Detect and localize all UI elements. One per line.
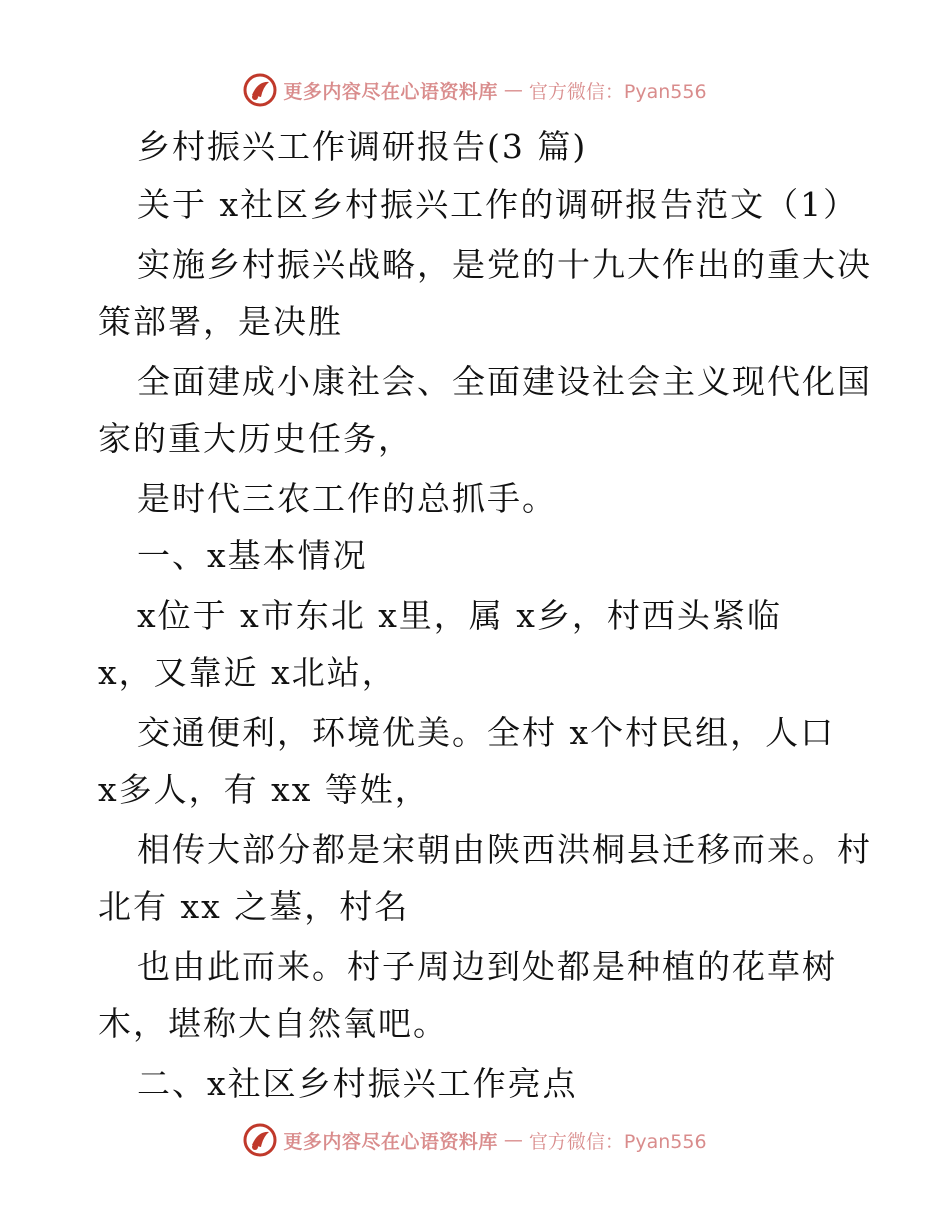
document-title: 乡村振兴工作调研报告(3 篇) <box>137 127 588 166</box>
paragraph-line: 交通便利，环境优美。全村 x个村民组，人口 <box>137 713 836 752</box>
watermark-dash: — <box>503 79 523 101</box>
paragraph-line: x，又靠近 x北站， <box>98 653 397 692</box>
brand-logo-icon <box>243 73 277 107</box>
paragraph-line: 家的重大历史任务， <box>98 419 413 458</box>
footer-watermark <box>0 1120 950 1160</box>
watermark-dash: — <box>503 1129 523 1151</box>
section-heading-report: 关于 x社区乡村振兴工作的调研报告范文（1） <box>137 185 859 224</box>
paragraph-line: 相传大部分都是宋朝由陕西洪桐县迁移而来。村 <box>137 830 872 869</box>
paragraph-line: x位于 x市东北 x里，属 x乡，村西头紧临 <box>137 596 782 635</box>
paragraph-line: 全面建成小康社会、全面建设社会主义现代化国 <box>137 362 872 401</box>
paragraph-line: 是时代三农工作的总抓手。 <box>137 479 557 518</box>
section-heading-highlights: 二、x社区乡村振兴工作亮点 <box>137 1064 578 1103</box>
paragraph-line: x多人，有 xx 等姓， <box>98 770 430 809</box>
header-watermark <box>0 70 950 110</box>
paragraph-line: 也由此而来。村子周边到处都是种植的花草树 <box>137 947 837 986</box>
section-heading-basic-info: 一、x基本情况 <box>137 536 368 575</box>
watermark-brand-text: 更多内容尽在心语资料库 <box>283 80 498 103</box>
watermark-brand-text: 更多内容尽在心语资料库 <box>283 1130 498 1153</box>
paragraph-line: 北有 xx 之墓，村名 <box>98 887 410 926</box>
paragraph-line: 策部署，是决胜 <box>98 302 343 341</box>
watermark-wechat-text: 官方微信：Pyan556 <box>528 1130 707 1153</box>
watermark-wechat-text: 官方微信：Pyan556 <box>528 80 707 103</box>
brand-logo-icon <box>243 1123 277 1157</box>
paragraph-line: 木，堪称大自然氧吧。 <box>98 1004 448 1043</box>
paragraph-line: 实施乡村振兴战略，是党的十九大作出的重大决 <box>137 245 872 284</box>
